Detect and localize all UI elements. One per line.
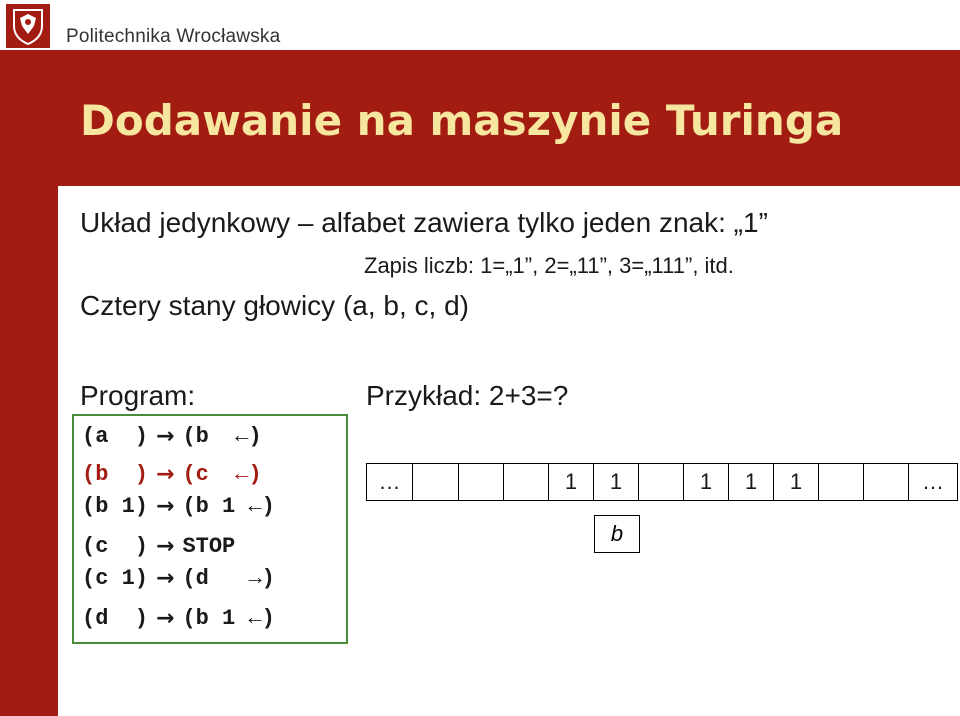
program-lhs: (c 1): [82, 566, 149, 591]
program-line: [82, 566, 275, 591]
tape-cell: …: [922, 469, 944, 494]
program-line: [82, 534, 235, 559]
program-rhs: (b 1 ←): [182, 494, 275, 519]
program-line: [82, 424, 262, 449]
program-rhs: (b ←): [182, 424, 262, 449]
program-lhs: (b 1): [82, 494, 149, 519]
tape-head-state: b: [594, 515, 640, 553]
tape-cell: [459, 464, 504, 500]
program-lhs: (c ): [82, 534, 149, 559]
tape-cell: 1: [594, 464, 639, 500]
right-arrow-icon: →: [156, 534, 175, 559]
slide-title: Dodawanie na maszynie Turinga: [80, 96, 844, 145]
tape-cell: …: [367, 464, 413, 500]
university-crest-icon: [6, 4, 50, 48]
right-arrow-icon: →: [156, 424, 175, 449]
program-lhs: (b ): [82, 462, 149, 487]
program-lhs: (d ): [82, 606, 149, 631]
right-arrow-icon: →: [156, 606, 175, 631]
tape-cell: [819, 464, 864, 500]
tape-cell: 1: [774, 464, 819, 500]
unary-system-text: Układ jedynkowy – alfabet zawiera tylko jeden znak: „1”: [80, 207, 768, 238]
program-lhs: (a ): [82, 424, 149, 449]
left-accent-bar: [0, 50, 58, 716]
tape-cell: [864, 464, 909, 500]
tape-cell: 1: [729, 464, 774, 500]
program-rhs: (c ←): [182, 462, 262, 487]
tape-cell: [413, 464, 459, 500]
program-line: [82, 606, 275, 631]
right-arrow-icon: →: [156, 566, 175, 591]
tape-cell: [504, 464, 549, 500]
head-states-text: Cztery stany głowicy (a, b, c, d): [80, 290, 470, 321]
program-rhs: STOP: [182, 534, 236, 559]
program-label: Program:: [80, 380, 196, 411]
example-label: Przykład: 2+3=?: [366, 380, 569, 411]
tape-cell: 1: [684, 464, 729, 500]
program-line: [82, 462, 262, 487]
header-bar: [0, 0, 960, 50]
number-notation-text: Zapis liczb: 1=„1”, 2=„11”, 3=„111”, itd.: [364, 253, 734, 278]
right-arrow-icon: →: [156, 494, 175, 519]
tape-cell: 1: [549, 464, 594, 500]
tape-cell: [639, 464, 684, 500]
right-arrow-icon: →: [156, 462, 175, 487]
program-box: [72, 414, 348, 644]
brand-name: Politechnika Wrocławska: [66, 26, 281, 47]
program-rhs: (d →): [182, 566, 275, 591]
program-line: [82, 494, 275, 519]
program-rhs: (b 1 ←): [182, 606, 275, 631]
turing-tape: [366, 463, 958, 501]
